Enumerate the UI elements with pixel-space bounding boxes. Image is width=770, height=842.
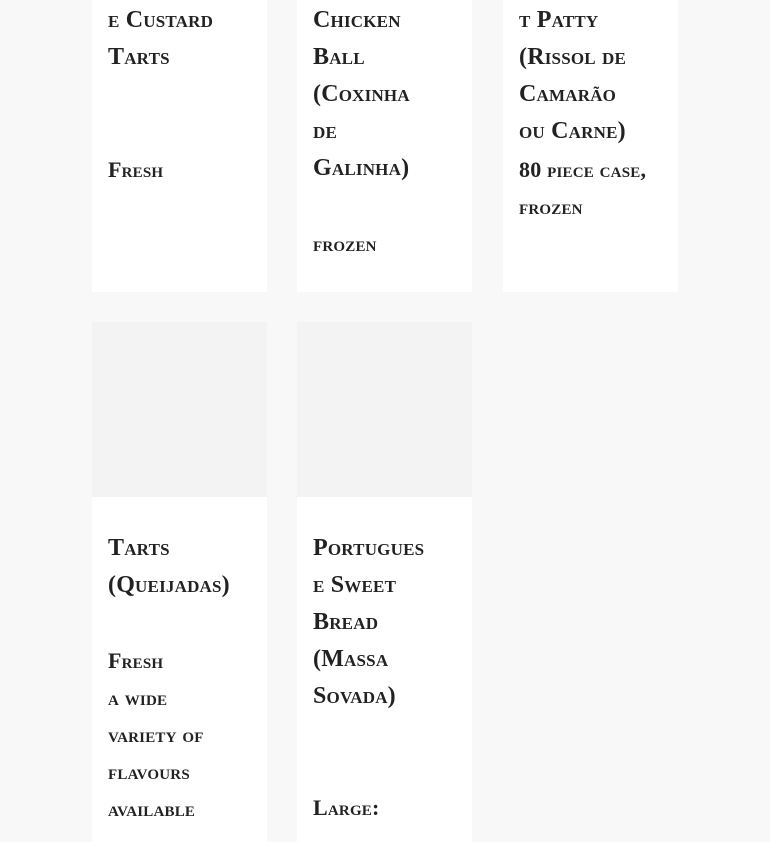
product-title[interactable]	[108, 2, 258, 76]
detail-line: Large:	[313, 795, 380, 820]
product-title[interactable]	[313, 530, 463, 715]
product-detail	[313, 225, 463, 262]
product-title[interactable]	[519, 2, 669, 150]
detail-line: Fresh	[108, 157, 164, 182]
detail-line: available	[108, 796, 196, 821]
product-title[interactable]	[108, 530, 258, 604]
product-detail	[108, 642, 258, 827]
title-line: (Rissol de	[519, 44, 627, 70]
title-line: (Massa	[313, 646, 389, 672]
title-line: Chicken	[313, 7, 401, 33]
title-line: Camarão	[519, 81, 617, 107]
title-line: t Patty	[519, 7, 599, 33]
product-card[interactable]	[297, 322, 472, 842]
title-line: e Custard	[108, 7, 214, 33]
title-line: Ball	[313, 44, 365, 70]
product-card[interactable]	[92, 322, 267, 842]
detail-line: Fresh	[108, 648, 164, 673]
title-line: Tarts	[108, 44, 170, 70]
title-line: de	[313, 118, 338, 144]
product-detail	[108, 151, 258, 188]
product-card[interactable]	[92, 0, 267, 292]
product-detail	[313, 789, 463, 826]
detail-line: variety of	[108, 722, 204, 747]
product-detail	[519, 151, 669, 225]
product-card[interactable]	[503, 0, 678, 292]
title-line: (Queijadas)	[108, 572, 230, 598]
detail-line: frozen	[313, 231, 377, 256]
product-title[interactable]	[313, 2, 463, 187]
title-line: ou Carne)	[519, 118, 626, 144]
title-line: Portugues	[313, 535, 425, 561]
title-line: Bread	[313, 609, 379, 635]
title-line: Sovada)	[313, 683, 396, 709]
detail-line: a wide	[108, 685, 168, 710]
title-line: Tarts	[108, 535, 170, 561]
detail-line: flavours	[108, 759, 190, 784]
title-line: Galinha)	[313, 155, 410, 181]
product-image-placeholder[interactable]	[92, 322, 267, 497]
product-image-placeholder[interactable]	[297, 322, 472, 497]
detail-line: frozen	[519, 194, 583, 219]
title-line: e Sweet	[313, 572, 397, 598]
detail-line: 80 piece case,	[519, 157, 647, 182]
product-card[interactable]	[297, 0, 472, 292]
title-line: (Coxinha	[313, 81, 410, 107]
